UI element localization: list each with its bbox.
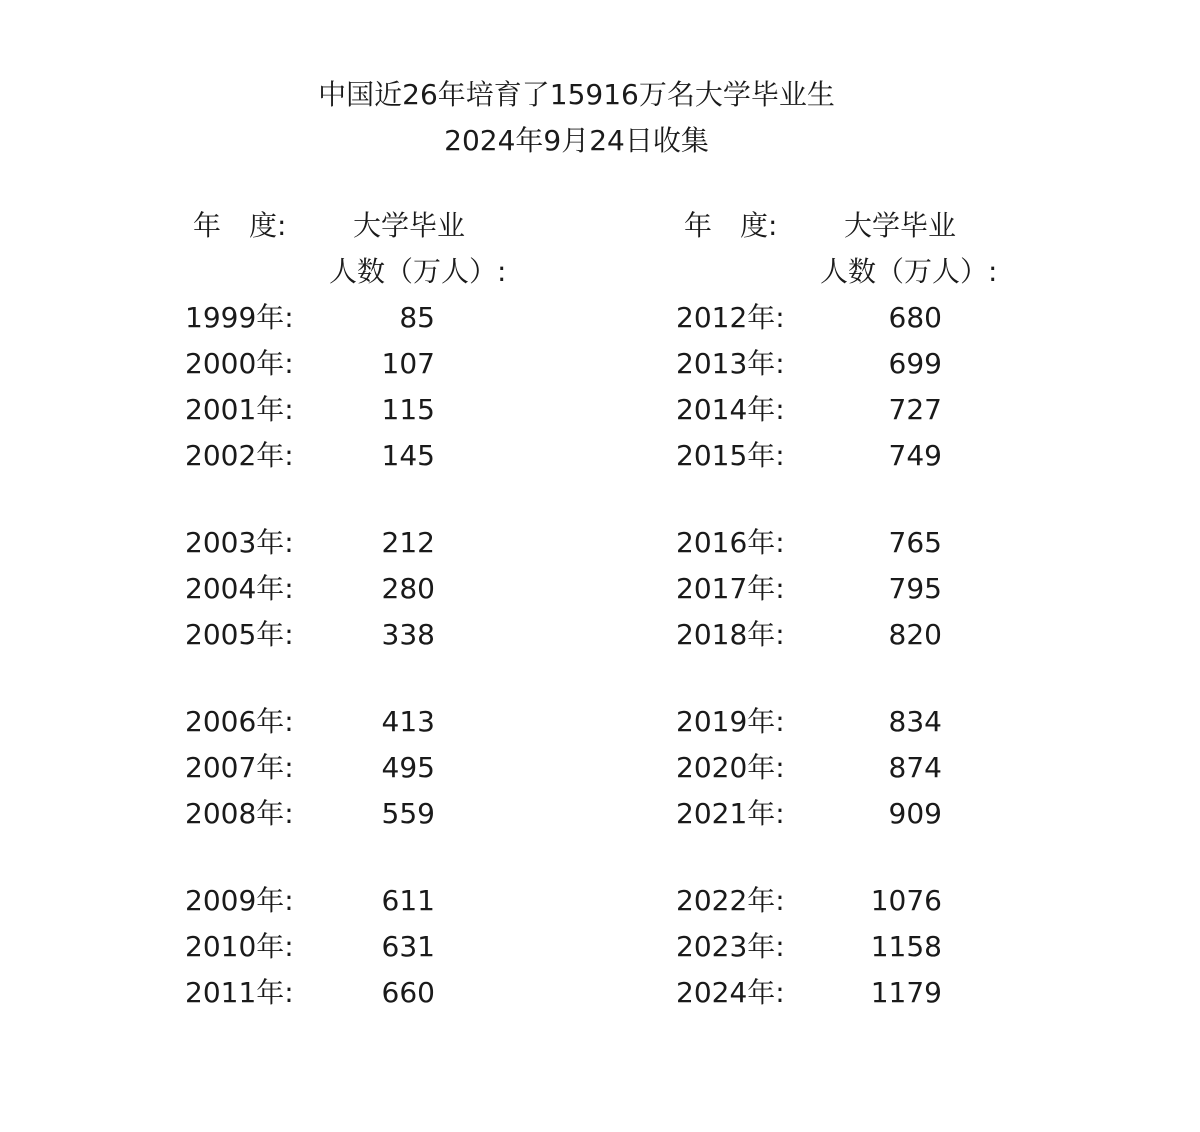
value-cell: 795: [888, 572, 942, 605]
value-cell: 1076: [870, 884, 942, 917]
value-cell: 611: [381, 884, 435, 917]
document-subtitle: 2024年9月24日收集: [444, 124, 709, 157]
value-cell: 1179: [870, 976, 942, 1009]
year-cell: 2016年:: [676, 526, 785, 559]
value-header-line2: 人数（万人）:: [820, 255, 998, 288]
year-cell: 2012年:: [676, 301, 785, 334]
year-cell: 2004年:: [185, 572, 294, 605]
year-cell: 2010年:: [185, 930, 294, 963]
year-cell: 2022年:: [676, 884, 785, 917]
year-cell: 2013年:: [676, 347, 785, 380]
value-header-line1: 大学毕业: [844, 209, 957, 242]
year-header: 年 度:: [684, 209, 778, 242]
year-cell: 2015年:: [676, 439, 785, 472]
value-cell: 660: [381, 976, 435, 1009]
value-cell: 727: [888, 393, 942, 426]
year-cell: 2003年:: [185, 526, 294, 559]
value-cell: 115: [381, 393, 435, 426]
value-cell: 765: [888, 526, 942, 559]
document-title: 中国近26年培育了15916万名大学毕业生: [318, 78, 835, 111]
year-cell: 2008年:: [185, 797, 294, 830]
value-cell: 145: [381, 439, 435, 472]
value-cell: 820: [888, 618, 942, 651]
year-cell: 2019年:: [676, 705, 785, 738]
year-cell: 2007年:: [185, 751, 294, 784]
value-cell: 559: [381, 797, 435, 830]
value-cell: 212: [381, 526, 435, 559]
value-cell: 338: [381, 618, 435, 651]
year-header: 年 度:: [193, 209, 287, 242]
value-cell: 413: [381, 705, 435, 738]
value-cell: 631: [381, 930, 435, 963]
year-cell: 2014年:: [676, 393, 785, 426]
value-cell: 680: [888, 301, 942, 334]
year-cell: 2006年:: [185, 705, 294, 738]
value-cell: 909: [888, 797, 942, 830]
year-cell: 2017年:: [676, 572, 785, 605]
value-cell: 85: [399, 301, 435, 334]
year-cell: 2002年:: [185, 439, 294, 472]
year-cell: 1999年:: [185, 301, 294, 334]
year-cell: 2005年:: [185, 618, 294, 651]
value-cell: 107: [381, 347, 435, 380]
value-cell: 699: [888, 347, 942, 380]
year-cell: 2009年:: [185, 884, 294, 917]
year-cell: 2018年:: [676, 618, 785, 651]
year-cell: 2021年:: [676, 797, 785, 830]
value-cell: 1158: [870, 930, 942, 963]
year-cell: 2020年:: [676, 751, 785, 784]
year-cell: 2000年:: [185, 347, 294, 380]
value-cell: 280: [381, 572, 435, 605]
document-header: [0, 72, 1153, 164]
year-cell: 2011年:: [185, 976, 294, 1009]
year-cell: 2001年:: [185, 393, 294, 426]
value-cell: 874: [888, 751, 942, 784]
value-header-line1: 大学毕业: [353, 209, 466, 242]
value-cell: 495: [381, 751, 435, 784]
value-cell: 834: [888, 705, 942, 738]
year-cell: 2023年:: [676, 930, 785, 963]
year-cell: 2024年:: [676, 976, 785, 1009]
value-cell: 749: [888, 439, 942, 472]
value-header-line2: 人数（万人）:: [329, 255, 507, 288]
